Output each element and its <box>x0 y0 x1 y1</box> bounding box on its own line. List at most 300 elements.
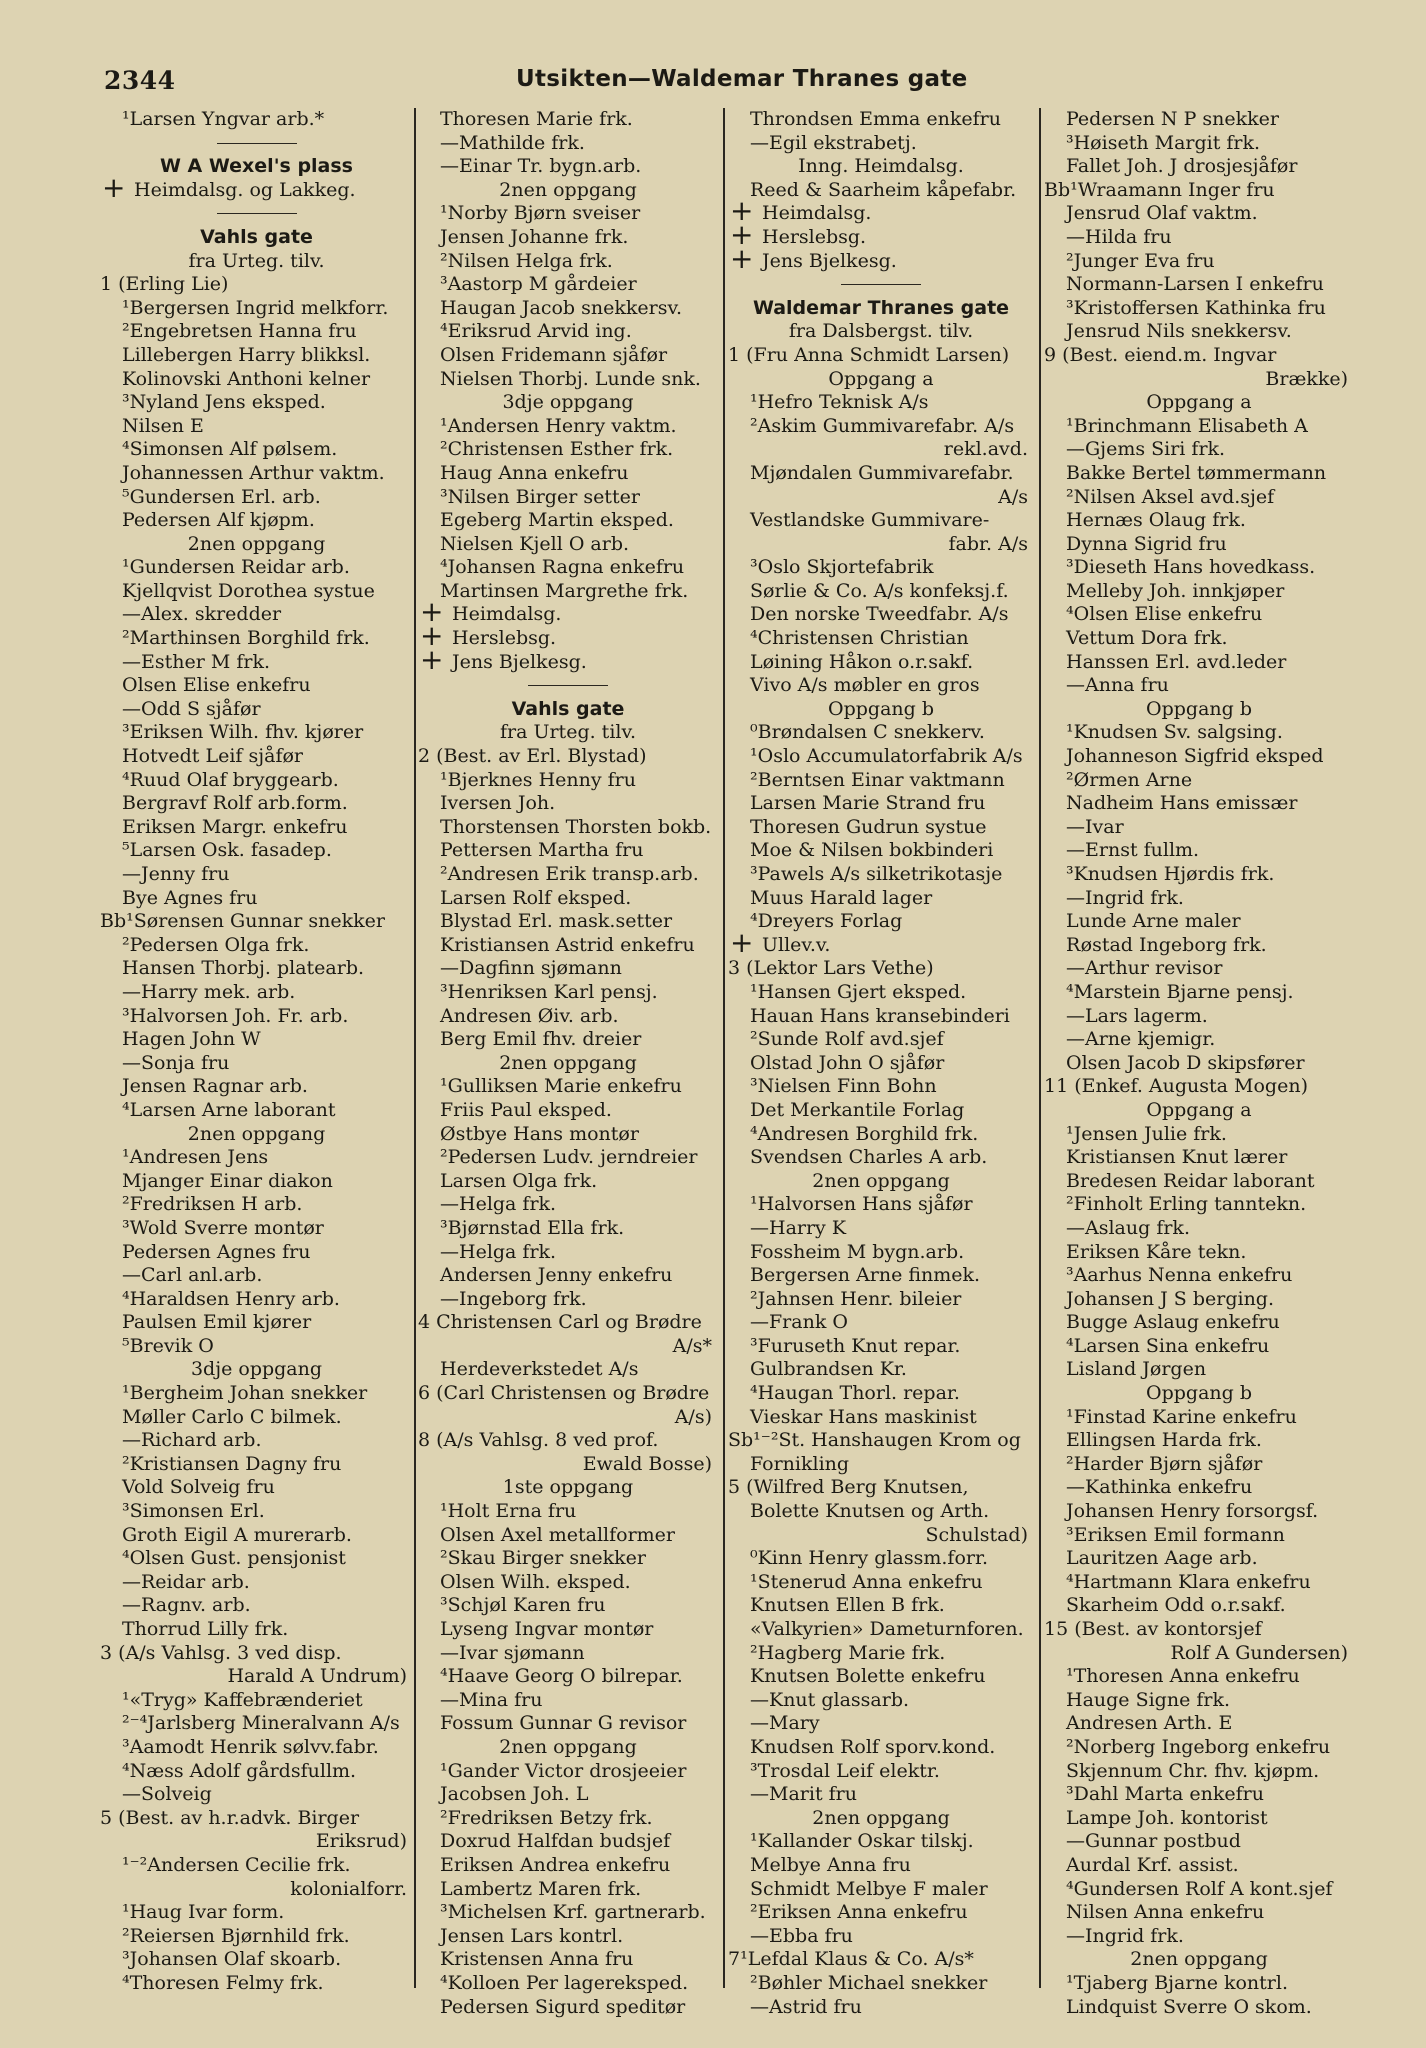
entry-line: Olsen Fridemann sjåfør <box>440 343 668 366</box>
entry-line: ⁴Simonsen Alf pølsem. <box>122 438 338 461</box>
entry-line: Jensen Ragnar arb. <box>122 1075 308 1098</box>
entry-line: Ellingsen Harda frk. <box>1066 1429 1262 1452</box>
running-head: Utsikten—Waldemar Thranes gate <box>516 66 968 92</box>
subheading: fra Urteg. tilv. <box>499 721 636 744</box>
entry-line: 1 (Fru Anna Schmidt Larsen) <box>728 343 1010 366</box>
entry-line: A/s) <box>674 1405 712 1428</box>
entry-line: —Richard arb. <box>122 1429 262 1452</box>
entry-line: Nielsen Thorbj. Lunde snk. <box>440 367 701 390</box>
entry-line: ²Reiersen Bjørnhild frk. <box>122 1924 350 1947</box>
entry-line: ¹Hansen Gjert eksped. <box>750 980 967 1003</box>
entry-line: 5 (Wilfred Berg Knutsen, <box>728 1476 969 1499</box>
entry-line: ²Bøhler Michael snekker <box>750 1971 988 1994</box>
entry-line: ¹Norby Bjørn sveiser <box>440 202 641 225</box>
entry-line: rekl.avd. <box>943 438 1028 461</box>
entry-line: Andresen Øiv. arb. <box>440 1004 619 1027</box>
entry-line: ³Halvorsen Joh. Fr. arb. <box>122 1004 349 1027</box>
cross-street: + Jens Bjelkesg. <box>728 250 1034 274</box>
entry-line: Knudsen Rolf sporv.kond. <box>750 1735 996 1758</box>
entry-line: ⁴Haraldsen Henry arb. <box>122 1287 340 1310</box>
entry-line: Knutsen Bolette enkefru <box>750 1665 986 1688</box>
entry-line: ²Fredriksen Betzy frk. <box>440 1806 653 1829</box>
entry-line: Johannessen Arthur vaktm. <box>122 461 385 484</box>
entry-line: Olstad John O sjåfør <box>750 1051 945 1074</box>
entry-line: Larsen Olga frk. <box>440 1169 598 1192</box>
entry-line: ³Johansen Olaf skoarb. <box>122 1948 342 1971</box>
entry-line: Nilsen E <box>122 414 204 437</box>
page-number: 2344 <box>104 66 176 95</box>
entry-line: Jensen Lars kontrl. <box>440 1924 624 1947</box>
entry-line: ³Henriksen Karl pensj. <box>440 980 658 1003</box>
entry-line: Thoresen Marie frk. <box>440 108 633 130</box>
entry-line: —Anna fru <box>1066 674 1169 697</box>
entry-line: ⁴Næss Adolf gårdsfullm. <box>122 1759 357 1782</box>
entry-line: ⁵Brevik O <box>122 1334 214 1357</box>
entry-line: ²Askim Gummivarefabr. A/s <box>750 414 1015 437</box>
entry-line: Jacobsen Joh. L <box>440 1783 589 1806</box>
entry-line: —Reidar arb. <box>122 1570 250 1593</box>
subheading: 1ste oppgang <box>502 1476 634 1499</box>
entry-line: A/s* <box>672 1334 712 1357</box>
column-rule <box>723 108 725 1988</box>
entry-line: Groth Eigil A murerarb. <box>122 1523 352 1546</box>
entry-line: Eriksrud) <box>315 1830 407 1853</box>
entry-line: ³Kristoffersen Kathinka fru <box>1066 296 1326 319</box>
entry-line: —Harry K <box>750 1216 847 1239</box>
entry-line: Kristiansen Knut lærer <box>1066 1146 1288 1169</box>
entry-line: Jensrud Nils snekkersv. <box>1066 320 1292 343</box>
directory-column-3 <box>728 108 1034 2019</box>
subheading: fra Urteg. tilv. <box>188 249 325 272</box>
entry-line: ⁴Larsen Sina enkefru <box>1066 1334 1270 1357</box>
entry-line: Olsen Jacob D skipsfører <box>1066 1051 1305 1074</box>
cross-street: + Heimdalsg. og Lakkeg. <box>100 179 413 203</box>
entry-line: ¹Finstad Karine enkefru <box>1066 1405 1297 1428</box>
entry-line: Herdeverkstedet A/s <box>440 1358 639 1381</box>
entry-line: ²Pedersen Ludv. jerndreier <box>440 1146 698 1169</box>
entry-line: Kolinovski Anthoni kelner <box>122 367 371 390</box>
entry-line: —Lars lagerm. <box>1066 1004 1208 1027</box>
entry-line: Bye Agnes fru <box>122 886 258 909</box>
entry-line: ³Eriksen Wilh. fhv. kjører <box>122 721 364 744</box>
entry-line: «Valkyrien» Dameturnforen. <box>750 1618 1024 1640</box>
entry-line: Knutsen Ellen B frk. <box>750 1594 945 1617</box>
entry-line: Vieskar Hans maskinist <box>750 1405 977 1428</box>
entry-line: ¹Gundersen Reidar arb. <box>122 556 350 579</box>
entry-line: —Mary <box>750 1712 820 1735</box>
entry-line: Lillebergen Harry blikksl. <box>122 343 371 366</box>
subheading: fra Dalsbergst. tilv. <box>788 320 974 343</box>
entry-line: Thoresen Gudrun systue <box>750 815 987 838</box>
entry-line: ¹Holt Erna fru <box>440 1500 577 1523</box>
cross-street: + Herslebsg. <box>728 226 1034 250</box>
subheading: 2nen oppgang <box>499 178 637 201</box>
entry-line: ¹Brinchmann Elisabeth A <box>1066 414 1308 437</box>
entry-line: Lunde Arne maler <box>1066 910 1241 933</box>
entry-line: —Ingrid frk. <box>1066 886 1184 909</box>
subheading: Inng. Heimdalsg. <box>798 155 964 178</box>
entry-line: Hernæs Olaug frk. <box>1066 509 1246 532</box>
entry-line: ³Dieseth Hans hovedkass. <box>1066 556 1316 579</box>
entry-line: ⁴Ruud Olaf bryggearb. <box>122 768 339 791</box>
entry-line: ³Dahl Marta enkefru <box>1066 1783 1264 1806</box>
entry-line: —Gjems Siri frk. <box>1066 438 1226 461</box>
entry-line: Haugan Jacob snekkersv. <box>440 296 682 319</box>
entry-line: Hauge Signe frk. <box>1066 1688 1231 1711</box>
subheading: Oppgang b <box>1146 1382 1252 1405</box>
entry-line: ²Eriksen Anna enkefru <box>750 1901 968 1924</box>
entry-line: ¹Oslo Accumulatorfabrik A/s <box>750 745 1023 768</box>
subheading: Oppgang a <box>828 367 934 390</box>
entry-line: Hanssen Erl. avd.leder <box>1066 650 1287 673</box>
entry-line: Johansen J S berging. <box>1066 1287 1275 1310</box>
entry-line: ¹Knudsen Sv. salgsing. <box>1066 721 1283 744</box>
entry-line: ²Andresen Erik transp.arb. <box>440 863 699 885</box>
entry-line: Iversen Joh. <box>440 792 556 815</box>
entry-line: ³Aastorp M gårdeier <box>440 273 637 296</box>
entry-line: —Jenny fru <box>122 863 230 885</box>
entry-line: ²Engebretsen Hanna fru <box>122 320 357 343</box>
entry-line: fabr. A/s <box>948 532 1028 555</box>
entry-line: Røstad Ingeborg frk. <box>1066 933 1267 956</box>
entry-line: ¹Haug Ivar form. <box>122 1901 285 1924</box>
entry-line: ²Skau Birger snekker <box>440 1547 646 1570</box>
street-heading: W A Wexel's plass <box>159 155 353 178</box>
entry-line: —Helga frk. <box>440 1240 557 1263</box>
subheading: 2nen oppgang <box>499 1735 637 1758</box>
entry-line: Lisland Jørgen <box>1066 1358 1207 1381</box>
entry-line: ²Pedersen Olga frk. <box>122 933 310 956</box>
entry-line: Nadheim Hans emissær <box>1066 792 1298 815</box>
entry-line: —Aslaug frk. <box>1066 1216 1190 1239</box>
entry-line: Thorrud Lilly frk. <box>122 1618 289 1640</box>
entry-line: ³Aamodt Henrik sølvv.fabr. <box>122 1735 379 1758</box>
subheading: 2nen oppgang <box>499 1051 637 1074</box>
entry-line: Jensen Johanne frk. <box>440 225 629 248</box>
entry-line: 5 (Best. av h.r.advk. Birger <box>100 1806 360 1829</box>
entry-line: —Hilda fru <box>1066 225 1172 248</box>
cross-street: + Heimdalsg. <box>418 603 718 627</box>
entry-line: Mjanger Einar diakon <box>122 1169 333 1192</box>
entry-line: ¹Bergheim Johan snekker <box>122 1382 368 1405</box>
column-rule <box>1039 108 1041 1988</box>
entry-line: —Frank O <box>750 1311 848 1334</box>
entry-line: ³Oslo Skjortefabrik <box>750 556 934 579</box>
entry-line: ⁴Andresen Borghild frk. <box>750 1122 979 1145</box>
entry-line: A/s <box>998 485 1028 508</box>
entry-line: ⁴Kolloen Per lagereksped. <box>440 1971 689 1994</box>
entry-line: Bergravf Rolf arb.form. <box>122 792 348 815</box>
cross-street: + Jens Bjelkesg. <box>418 651 718 675</box>
subheading: 2nen oppgang <box>812 1169 950 1192</box>
entry-line: ⁴Haave Georg O bilrepar. <box>440 1665 683 1688</box>
entry-line: ¹Hefro Teknisk A/s <box>750 391 929 414</box>
entry-line: —Ragnv. arb. <box>122 1594 251 1617</box>
entry-line: ³Michelsen Krf. gartnerarb. <box>440 1901 706 1924</box>
entry-line: ³Pawels A/s silketrikotasje <box>750 863 1003 885</box>
entry-line: Ewald Bosse) <box>582 1452 712 1475</box>
entry-line: Løining Håkon o.r.sakf. <box>750 650 974 673</box>
entry-line: —Kathinka enkefru <box>1066 1476 1253 1499</box>
entry-line: Fossum Gunnar G revisor <box>440 1712 687 1735</box>
entry-line: Eriksen Andrea enkefru <box>440 1853 671 1876</box>
entry-line: Harald A Undrum) <box>227 1665 407 1688</box>
entry-line: ⁴Eriksrud Arvid ing. <box>440 320 632 343</box>
entry-line: 3 (Lektor Lars Vethe) <box>728 957 934 980</box>
entry-line: ⁴Hartmann Klara enkefru <box>1066 1570 1311 1593</box>
entry-line: Pedersen N P snekker <box>1066 108 1280 130</box>
entry-line: ⁴Haugan Thorl. repar. <box>750 1382 960 1405</box>
directory-column-1 <box>100 108 413 1996</box>
entry-line: ³Schjøl Karen fru <box>440 1594 606 1617</box>
entry-line: Lyseng Ingvar montør <box>440 1618 654 1640</box>
entry-line: Kristiansen Astrid enkefru <box>440 933 695 956</box>
entry-line: Hagen John W <box>122 1028 261 1051</box>
entry-line: 15 (Best. av kontorsjef <box>1044 1618 1262 1640</box>
entry-line: Skarheim Odd o.r.sakf. <box>1066 1594 1286 1617</box>
entry-line: ³Eriksen Emil formann <box>1066 1523 1285 1546</box>
entry-line: Sørlie & Co. A/s konfeksj.f. <box>750 579 1009 602</box>
entry-line: ³Nielsen Finn Bohn <box>750 1075 937 1098</box>
entry-line: Pedersen Agnes fru <box>122 1240 311 1263</box>
entry-line: —Carl anl.arb. <box>122 1264 263 1287</box>
entry-line: Melbye Anna fru <box>750 1853 911 1876</box>
entry-line: Melleby Joh. innkjøper <box>1066 579 1285 602</box>
entry-line: Nilsen Anna enkefru <box>1066 1901 1265 1924</box>
entry-line: ⁰Kinn Henry glassm.forr. <box>750 1547 989 1570</box>
entry-line: ⁴Christensen Christian <box>750 627 969 650</box>
cross-street: + Ullev.v. <box>728 934 1034 958</box>
entry-line: Vestlandske Gummivare- <box>750 509 990 532</box>
entry-line: ¹Jensen Julie frk. <box>1066 1122 1227 1145</box>
entry-line: Throndsen Emma enkefru <box>750 108 1001 130</box>
entry-line: Bredesen Reidar laborant <box>1066 1169 1315 1192</box>
entry-line: ⁴Thoresen Felmy frk. <box>122 1971 324 1994</box>
entry-line: Gulbrandsen Kr. <box>750 1358 907 1381</box>
subheading: 2nen oppgang <box>1130 1948 1268 1971</box>
entry-line: —Ivar sjømann <box>440 1641 585 1664</box>
entry-line: ³Nilsen Birger setter <box>440 485 640 508</box>
entry-line: Bb¹Sørensen Gunnar snekker <box>100 910 385 933</box>
entry-line: —Ernst fullm. <box>1066 839 1200 862</box>
entry-line: Vold Solveig fru <box>122 1476 275 1499</box>
entry-line: Blystad Erl. mask.setter <box>440 910 673 933</box>
entry-line: ³Høiseth Margit frk. <box>1066 131 1261 154</box>
section-divider <box>728 273 1034 297</box>
subheading: Oppgang b <box>828 697 934 720</box>
entry-line: ²Junger Eva fru <box>1066 249 1215 272</box>
entry-line: Bolette Knutsen og Arth. <box>750 1500 990 1523</box>
entry-line: Aurdal Krf. assist. <box>1066 1853 1239 1876</box>
entry-line: —Alex. skredder <box>122 603 282 626</box>
directory-column-4 <box>1044 108 1354 2019</box>
entry-line: ¹Gulliksen Marie enkefru <box>440 1075 682 1098</box>
entry-line: ¹Larsen Yngvar arb.* <box>122 108 325 130</box>
entry-line: Schmidt Melbye F maler <box>750 1877 988 1900</box>
entry-line: 1 (Erling Lie) <box>100 273 229 296</box>
entry-line: ²Jahnsen Henr. bileier <box>750 1287 962 1310</box>
section-divider <box>100 132 413 156</box>
entry-line: ¹Thoresen Anna enkefru <box>1066 1665 1300 1688</box>
entry-line: ²Hagberg Marie frk. <box>750 1641 946 1664</box>
entry-line: ³Aarhus Nenna enkefru <box>1066 1264 1293 1287</box>
entry-line: ²Ørmen Arne <box>1066 768 1193 791</box>
subheading: 3dje oppgang <box>190 1358 323 1381</box>
entry-line: Moe & Nilsen bokbinderi <box>750 839 994 862</box>
entry-line: Doxrud Halfdan budsjef <box>440 1830 671 1853</box>
entry-line: 11 (Enkef. Augusta Mogen) <box>1044 1075 1308 1098</box>
entry-line: Olsen Wilh. eksped. <box>440 1570 631 1593</box>
entry-line: ²Berntsen Einar vaktmann <box>750 768 1005 791</box>
entry-line: Normann-Larsen I enkefru <box>1066 273 1324 296</box>
entry-line: Sb¹⁻²St. Hanshaugen Krom og <box>728 1429 1021 1452</box>
entry-line: —Helga frk. <box>440 1193 557 1216</box>
entry-line: Nielsen Kjell O arb. <box>440 532 630 555</box>
entry-line: Andresen Arth. E <box>1066 1712 1233 1735</box>
entry-line: 7¹Lefdal Klaus & Co. A/s* <box>728 1948 974 1971</box>
entry-line: Berg Emil fhv. dreier <box>440 1028 642 1051</box>
entry-line: ¹«Tryg» Kaffebrænderiet <box>122 1688 363 1711</box>
subheading: Oppgang a <box>1146 1098 1252 1121</box>
entry-line: ³Bjørnstad Ella frk. <box>440 1216 625 1239</box>
entry-line: ¹Andresen Jens <box>122 1146 269 1169</box>
entry-line: Lauritzen Aage arb. <box>1066 1547 1258 1570</box>
entry-line: Rolf A Gundersen) <box>1170 1641 1348 1664</box>
entry-line: Martinsen Margrethe frk. <box>440 579 689 602</box>
entry-line: —Marit fru <box>750 1783 857 1806</box>
entry-line: Brække) <box>1265 367 1348 390</box>
entry-line: Østbye Hans montør <box>440 1122 639 1145</box>
entry-line: Den norske Tweedfabr. A/s <box>750 603 1009 626</box>
entry-line: Lambertz Maren frk. <box>440 1877 642 1900</box>
entry-line: Det Merkantile Forlag <box>750 1098 965 1121</box>
entry-line: Haug Anna enkefru <box>440 461 629 484</box>
entry-line: ⁴Gundersen Rolf A kont.sjef <box>1066 1877 1333 1900</box>
entry-line: Bergersen Arne finmek. <box>750 1264 981 1287</box>
entry-line: ²Fredriksen H arb. <box>122 1193 303 1216</box>
entry-line: —Esther M frk. <box>122 650 271 673</box>
entry-line: —Gunnar postbud <box>1066 1830 1241 1853</box>
entry-line: Vettum Dora frk. <box>1066 627 1228 650</box>
entry-line: ²Sunde Rolf avd.sjef <box>750 1028 944 1051</box>
entry-line: Larsen Rolf eksped. <box>440 886 632 909</box>
entry-line: Møller Carlo C bilmek. <box>122 1405 342 1428</box>
subheading: 3dje oppgang <box>502 391 634 414</box>
entry-line: —Mina fru <box>440 1688 543 1711</box>
entry-line: Lindquist Sverre O skom. <box>1066 1995 1312 2018</box>
entry-line: —Einar Tr. bygn.arb. <box>440 155 642 178</box>
entry-line: Bakke Bertel tømmermann <box>1066 461 1327 484</box>
entry-line: ³Trosdal Leif elektr. <box>750 1759 940 1782</box>
entry-line: ¹Andersen Henry vaktm. <box>440 414 677 437</box>
entry-line: Egeberg Martin eksped. <box>440 509 674 532</box>
street-heading: Vahls gate <box>200 225 313 248</box>
entry-line: Kristensen Anna fru <box>440 1948 634 1971</box>
subheading: 2nen oppgang <box>812 1806 950 1829</box>
cross-street: + Heimdalsg. <box>728 202 1034 226</box>
subheading: 2nen oppgang <box>187 532 326 555</box>
entry-line: —Ivar <box>1066 815 1124 838</box>
entry-line: ²Marthinsen Borghild frk. <box>122 627 370 650</box>
entry-line: ²Christensen Esther frk. <box>440 438 674 461</box>
entry-line: ²Norberg Ingeborg enkefru <box>1066 1735 1331 1758</box>
entry-line: ¹Bergersen Ingrid melkforr. <box>122 296 389 319</box>
entry-line: Eriksen Kåre tekn. <box>1066 1240 1247 1263</box>
entry-line: —Mathilde frk. <box>440 131 585 154</box>
entry-line: ²Nilsen Aksel avd.sjef <box>1066 485 1275 508</box>
column-rule <box>414 108 416 1988</box>
entry-line: Paulsen Emil kjører <box>122 1311 312 1334</box>
entry-line: Thorstensen Thorsten bokb. <box>440 815 712 838</box>
entry-line: Hotvedt Leif sjåfør <box>122 745 303 768</box>
entry-line: Bugge Aslaug enkefru <box>1066 1311 1280 1334</box>
entry-line: ⁴Larsen Arne laborant <box>122 1098 336 1121</box>
entry-line: ⁰Brøndalsen C snekkerv. <box>750 721 985 744</box>
entry-line: Reed & Saarheim kåpefabr. <box>750 178 1017 201</box>
entry-line: Fornikling <box>750 1452 850 1475</box>
entry-line: ⁴Marstein Bjarne pensj. <box>1066 980 1294 1003</box>
entry-line: ²Finholt Erling tanntekn. <box>1066 1193 1307 1216</box>
entry-line: ⁴Johansen Ragna enkefru <box>440 556 685 579</box>
entry-line: Vivo A/s møbler en gros <box>750 674 980 697</box>
entry-line: 9 (Best. eiend.m. Ingvar <box>1044 343 1277 366</box>
entry-line: 6 (Carl Christensen og Brødre <box>418 1382 710 1405</box>
entry-line: Lampe Joh. kontorist <box>1066 1806 1268 1829</box>
entry-line: Eriksen Margr. enkefru <box>122 815 348 838</box>
entry-line: ¹Stenerud Anna enkefru <box>750 1570 983 1593</box>
entry-line: Hansen Thorbj. platearb. <box>122 957 365 980</box>
directory-column-2 <box>418 108 718 2019</box>
subheading: Oppgang b <box>1146 697 1252 720</box>
entry-line: Bb¹Wraamann Inger fru <box>1044 178 1275 201</box>
entry-line: —Dagfinn sjømann <box>440 957 622 980</box>
entry-line: ⁵Larsen Osk. fasadep. <box>122 839 332 862</box>
entry-line: ³Knudsen Hjørdis frk. <box>1066 863 1275 885</box>
entry-line: —Harry mek. arb. <box>122 980 296 1003</box>
entry-line: —Sonja fru <box>122 1051 230 1074</box>
entry-line: ¹Kallander Oskar tilskj. <box>750 1830 974 1853</box>
entry-line: 4 Christensen Carl og Brødre <box>418 1311 702 1334</box>
entry-line: ²Harder Bjørn sjåfør <box>1066 1452 1263 1475</box>
entry-line: Andersen Jenny enkefru <box>440 1264 673 1287</box>
entry-line: Pedersen Alf kjøpm. <box>122 509 315 532</box>
entry-line: ⁵Gundersen Erl. arb. <box>122 485 321 508</box>
entry-line: ¹Gander Victor drosjeeier <box>440 1759 687 1782</box>
entry-line: ³Simonsen Erl. <box>122 1500 265 1523</box>
entry-line: ²⁻⁴Jarlsberg Mineralvann A/s <box>122 1712 400 1735</box>
entry-line: kolonialforr. <box>290 1877 407 1900</box>
section-divider <box>100 202 413 226</box>
entry-line: ¹Halvorsen Hans sjåfør <box>750 1193 973 1216</box>
entry-line: —Odd S sjåfør <box>122 697 261 720</box>
entry-line: Jensrud Olaf vaktm. <box>1066 202 1258 225</box>
street-heading: Vahls gate <box>511 697 625 720</box>
entry-line: Pedersen Sigurd speditør <box>440 1995 686 2018</box>
entry-line: Hauan Hans kransebinderi <box>750 1004 1010 1027</box>
subheading: Oppgang a <box>1146 391 1252 414</box>
entry-line: Fossheim M bygn.arb. <box>750 1240 965 1263</box>
entry-line: —Solveig <box>122 1783 212 1806</box>
entry-line: Larsen Marie Strand fru <box>750 792 986 815</box>
entry-line: Olsen Elise enkefru <box>122 674 311 697</box>
section-divider <box>418 674 718 698</box>
entry-line: —Ingeborg frk. <box>440 1287 587 1310</box>
entry-line: ²Nilsen Helga frk. <box>440 249 613 272</box>
entry-line: Olsen Axel metallformer <box>440 1523 675 1546</box>
entry-line: Dynna Sigrid fru <box>1066 532 1227 555</box>
entry-line: Johansen Henry forsorgsf. <box>1066 1500 1319 1523</box>
entry-line: 3 (A/s Vahlsg. 3 ved disp. <box>100 1641 342 1664</box>
